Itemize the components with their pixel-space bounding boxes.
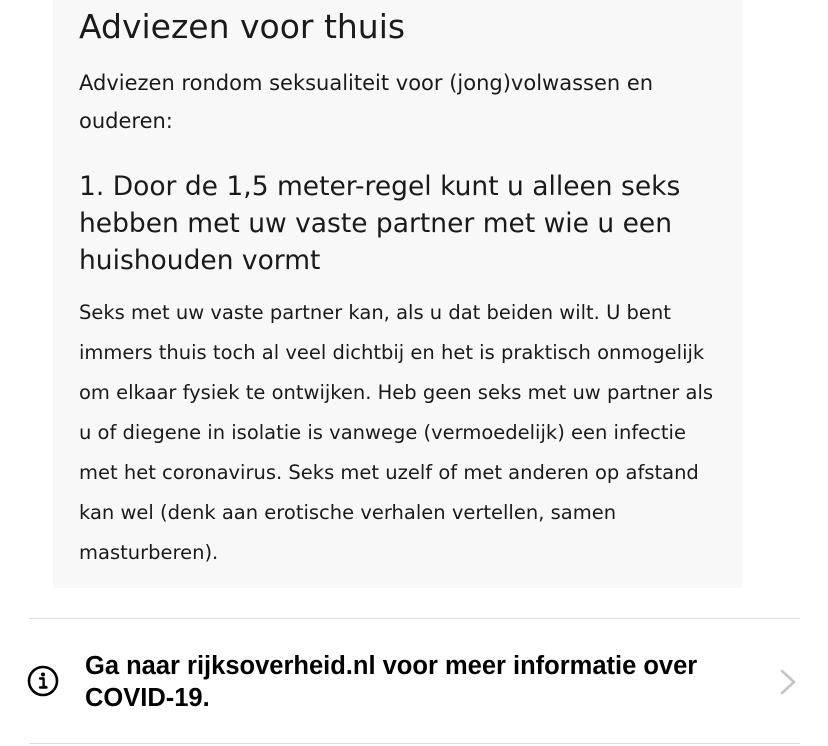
article-title: Adviezen voor thuis	[79, 7, 406, 46]
article-heading: 1. Door de 1,5 meter-regel kunt u alleen seks hebben met uw vaste partner met wie u een huishouden vormt	[79, 171, 681, 276]
divider-bottom	[29, 743, 800, 744]
covid-info-text: Ga naar rijksoverheid.nl voor meer informatie over COVID-19.	[85, 652, 698, 712]
article-body: Seks met uw vaste partner kan, als u dat beiden wilt. U bent immers thuis toch al veel dichtbij en het is praktisch onmogelijk om elkaar fysiek te ontwijken. Heb geen seks met uw partner als u of diegene in isolatie is vanwege (vermoedelijk) een infectie met het coronavirus. Seks met uzelf of met anderen op afstand kan wel (denk aan erotische verhalen vertellen, samen masturberen).	[79, 301, 714, 564]
covid-info-link[interactable]	[0, 619, 828, 743]
info-icon	[27, 665, 59, 697]
chevron-right-icon	[779, 668, 797, 696]
article-screenshot	[53, 0, 742, 588]
article-intro: Adviezen rondom seksualiteit voor (jong)volwassen en ouderen:	[79, 71, 654, 133]
